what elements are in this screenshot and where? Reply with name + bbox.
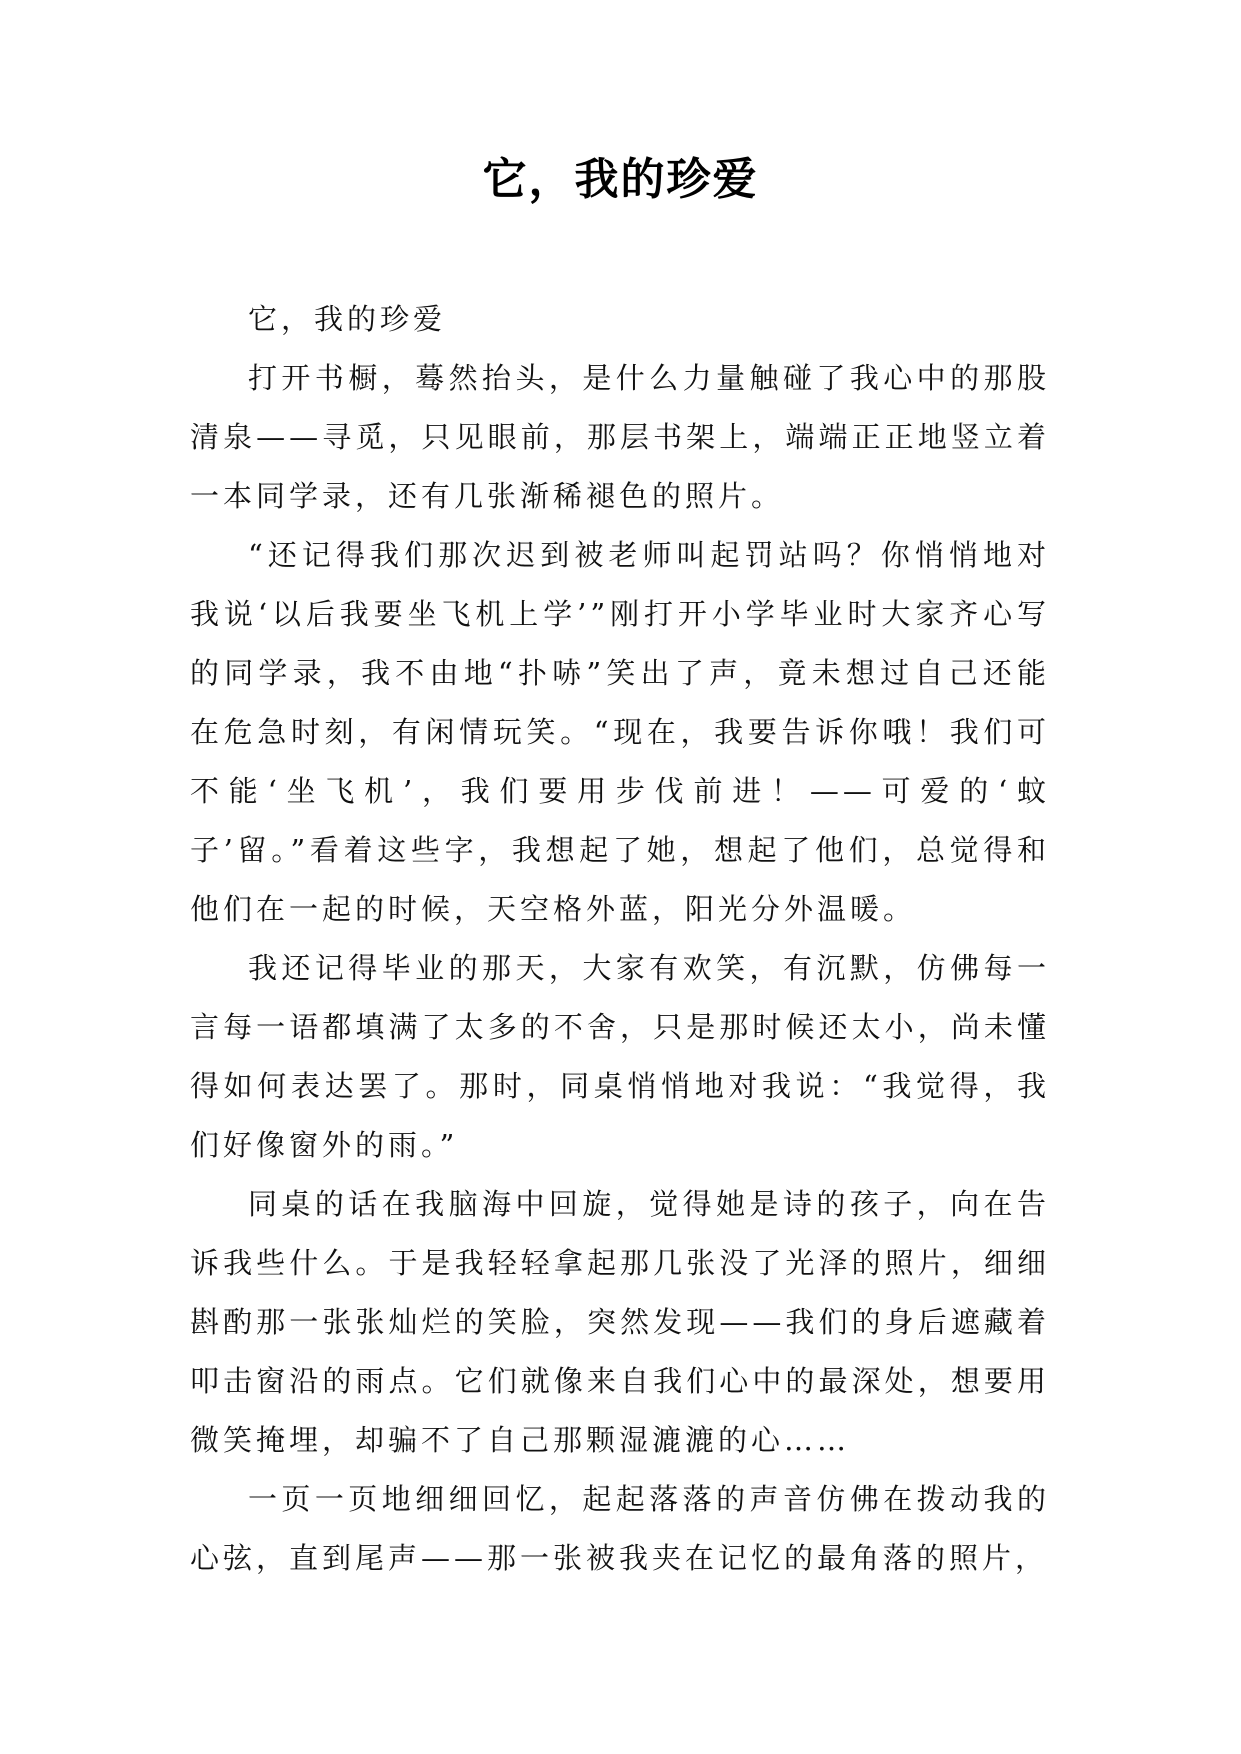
paragraph-5: 同桌的话在我脑海中回旋，觉得她是诗的孩子，向在告诉我些什么。于是我轻轻拿起那几张没了光泽的照片，细细斟酌那一张张灿烂的笑脸，突然发现——我们的身后遮藏着叩击窗沿的雨点。它们就像来自我们心中的最深处，想要用微笑掩埋，却骗不了自己那颗湿漉漉的心…… — [190, 1187, 1050, 1457]
paragraph-2: 打开书橱，蓦然抬头，是什么力量触碰了我心中的那股清泉——寻觅，只见眼前，那层书架上，端端正正地竖立着一本同学录，还有几张渐稀褪色的照片。 — [190, 361, 1050, 513]
paragraph-4: 我还记得毕业的那天，大家有欢笑，有沉默，仿佛每一言每一语都填满了太多的不舍，只是那时候还太小，尚未懂得如何表达罢了。那时，同桌悄悄地对我说：“我觉得，我们好像窗外的雨。” — [190, 951, 1050, 1162]
paragraph-6: 一页一页地细细回忆，起起落落的声音仿佛在拨动我的心弦，直到尾声——那一张被我夹在记忆的最角落的照片， — [190, 1482, 1050, 1575]
document-title: 它，我的珍爱 — [482, 154, 759, 205]
paragraph-3: “还记得我们那次迟到被老师叫起罚站吗？你悄悄地对我说‘以后我要坐飞机上学’”刚打开小学毕业时大家齐心写的同学录，我不由地“扑哧”笑出了声，竟未想过自己还能在危急时刻，有闲情玩笑。“现在，我要告诉你哦！我们可不能‘坐飞机’，我们要用步伐前进！——可爱的‘蚊子’留。”看着这些字，我想起了她，想起了他们，总觉得和他们在一起的时候，天空格外蓝，阳光分外温暖。 — [190, 538, 1050, 926]
paragraph-1: 它，我的珍爱 — [248, 302, 447, 336]
document-body — [190, 290, 1050, 1588]
